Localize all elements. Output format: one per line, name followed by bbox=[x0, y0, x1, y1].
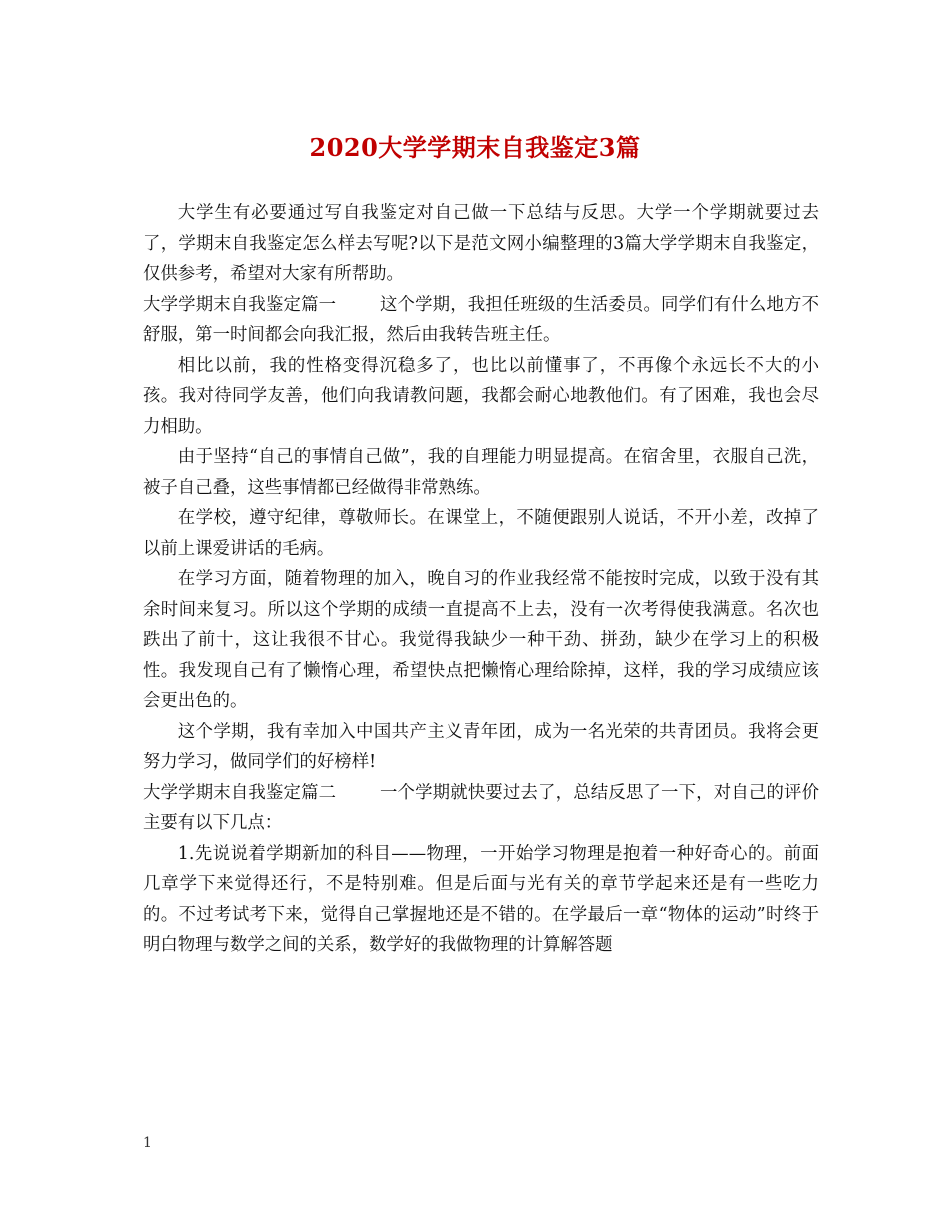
section-2-paragraph bbox=[143, 778, 819, 839]
paragraph-personality: 相比以前，我的性格变得沉稳多了，也比以前懂事了，不再像个永远长不大的小孩。我对待同学友善，他们向我请教问题，我都会耐心地教他们。有了困难，我也会尽力相助。 bbox=[143, 355, 819, 437]
paragraph-study: 在学习方面，随着物理的加入，晚自习的作业我经常不能按时完成，以致于没有其余时间来复习。所以这个学期的成绩一直提高不上去，没有一次考得使我满意。名次也跌出了前十，这让我很不甘心。我觉得我缺少一种干劲、拼劲，缺少在学习上的积极性。我发现自己有了懒惰心理，希望快点把懒惰心理给除掉，这样，我的学习成绩应该会更出色的。 bbox=[143, 569, 819, 711]
paragraph-league: 这个学期，我有幸加入中国共产主义青年团，成为一名光荣的共青团员。我将会更努力学习，做同学们的好榜样! bbox=[143, 721, 819, 772]
section-2-lead-text: 一个学期就快要过去了，总结反思了一下，对自己的评价主要有以下几点： bbox=[143, 782, 819, 833]
section-2-heading: 大学学期末自我鉴定篇二 bbox=[143, 782, 337, 803]
section-1-paragraph bbox=[143, 290, 819, 351]
document-title: 2020大学学期末自我鉴定3篇 bbox=[309, 133, 641, 162]
section-1-lead-text: 这个学期，我担任班级的生活委员。同学们有什么地方不舒服，第一时间都会向我汇报，然后由我转告班主任。 bbox=[143, 294, 819, 345]
paragraph-physics: 1.先说说着学期新加的科目——物理，一开始学习物理是抱着一种好奇心的。前面几章学下来觉得还行，不是特别难。但是后面与光有关的章节学起来还是有一些吃力的。不过考试考下来，觉得自己掌握地还是不错的。在学最后一章“物体的运动”时终于明白物理与数学之间的关系，数学好的我做物理的计算解答题 bbox=[143, 843, 819, 955]
intro-paragraph: 大学生有必要通过写自我鉴定对自己做一下总结与反思。大学一个学期就要过去了，学期末自我鉴定怎么样去写呢?以下是范文网小编整理的3篇大学学期末自我鉴定，仅供参考，希望对大家有所帮助。 bbox=[143, 203, 819, 284]
section-1-heading: 大学学期末自我鉴定篇一 bbox=[143, 294, 337, 315]
paragraph-discipline: 在学校，遵守纪律，尊敬师长。在课堂上，不随便跟别人说话，不开小差，改掉了以前上课爱讲话的毛病。 bbox=[143, 508, 819, 559]
document-body bbox=[143, 198, 819, 961]
paragraph-self-care: 由于坚持“自己的事情自己做”，我的自理能力明显提高。在宿舍里，衣服自己洗，被子自己叠，这些事情都已经做得非常熟练。 bbox=[143, 447, 819, 498]
page-number: 1 bbox=[143, 1135, 152, 1151]
